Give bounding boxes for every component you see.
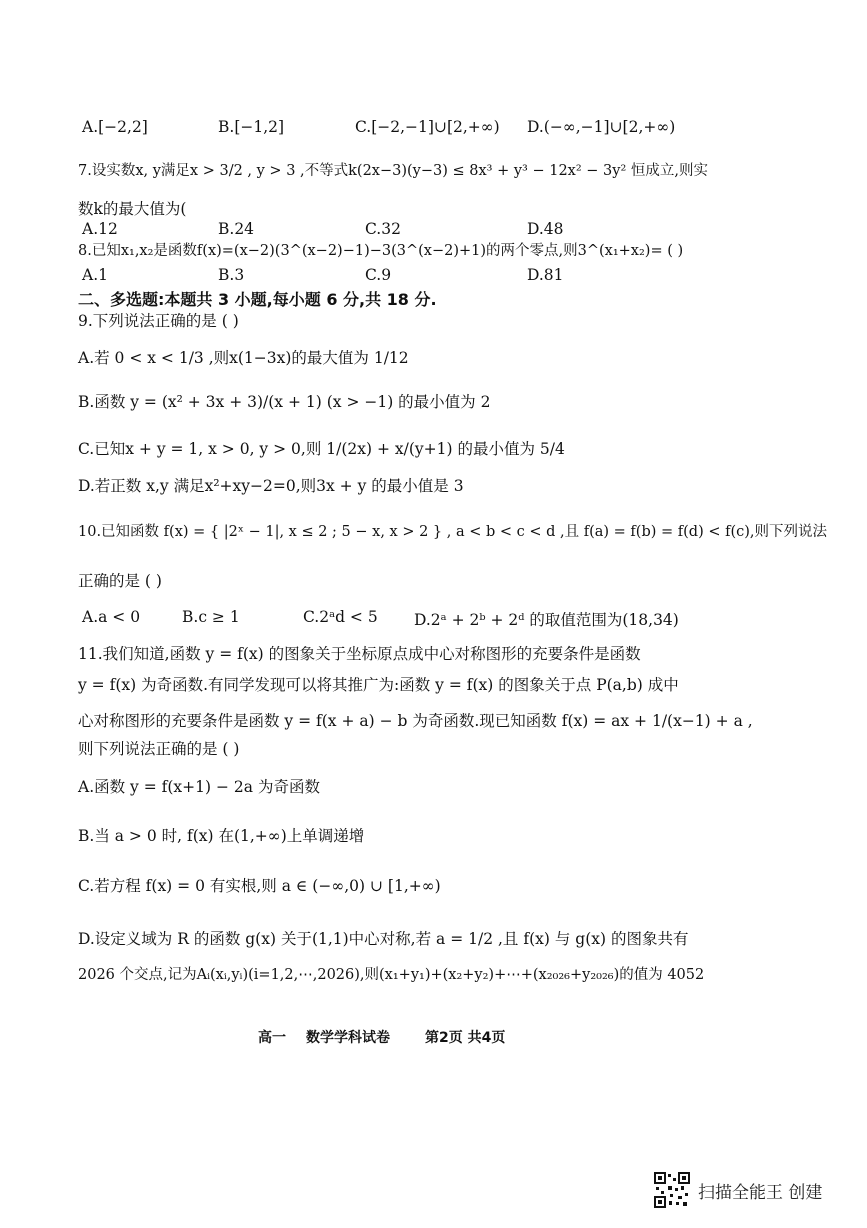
- footer-grade: 高一: [258, 1030, 286, 1046]
- q10-option-d: D.2ᵃ + 2ᵇ + 2ᵈ 的取值范围为(18,34): [414, 611, 679, 629]
- q7-option-c: C.32: [365, 220, 401, 238]
- q10-option-c: C.2ᵃd < 5: [303, 608, 378, 626]
- footer-subject: 数学学科试卷: [306, 1030, 390, 1046]
- q9-option-c: C.已知x + y = 1, x > 0, y > 0,则 1/(2x) + x/(y+1) 的最小值为 5/4: [78, 440, 565, 458]
- q6-option-b: B.[−1,2]: [218, 118, 285, 136]
- q8-option-d: D.81: [527, 266, 564, 284]
- footer-page: 第2页 共4页: [425, 1030, 506, 1046]
- q8-option-a: A.1: [82, 266, 108, 284]
- q10-stem-line1: 10.已知函数 f(x) = { |2ˣ − 1|, x ≤ 2 ; 5 − x, x > 2 } , a < b < c < d ,且 f(a) = f(b) = f(d) < f(c),则下列说法: [78, 524, 828, 540]
- q7-option-a: A.12: [82, 220, 118, 238]
- q7-stem-line1: 7.设实数x, y满足x > 3/2 , y > 3 ,不等式k(2x−3)(y−3) ≤ 8x³ + y³ − 12x² − 3y² 恒成立,则实: [78, 163, 708, 179]
- q11-stem-line3: 心对称图形的充要条件是函数 y = f(x + a) − b 为奇函数.现已知函数 f(x) = ax + 1/(x−1) + a ,: [78, 712, 753, 730]
- q8-option-b: B.3: [218, 266, 245, 284]
- q6-option-d: D.(−∞,−1]∪[2,+∞): [527, 118, 676, 136]
- q9-option-d: D.若正数 x,y 满足x²+xy−2=0,则3x + y 的最小值是 3: [78, 477, 464, 495]
- q7-option-b: B.24: [218, 220, 255, 238]
- q11-option-c: C.若方程 f(x) = 0 有实根,则 a ∈ (−∞,0) ∪ [1,+∞): [78, 877, 441, 895]
- q8-stem: 8.已知x₁,x₂是函数f(x)=(x−2)(3^(x−2)−1)−3(3^(x−2)+1)的两个零点,则3^(x₁+x₂)= ( ): [78, 243, 684, 259]
- q9-stem: 9.下列说法正确的是 ( ): [78, 312, 239, 330]
- q11-stem-line2: y = f(x) 为奇函数.有同学发现可以将其推广为:函数 y = f(x) 的图象关于点 P(a,b) 成中: [78, 676, 679, 694]
- q7-option-d: D.48: [527, 220, 564, 238]
- q11-stem-line4: 则下列说法正确的是 ( ): [78, 740, 240, 758]
- q6-option-a: A.[−2,2]: [82, 118, 148, 136]
- scanner-watermark: [654, 1172, 822, 1208]
- q11-option-d-line2: 2026 个交点,记为Aᵢ(xᵢ,yᵢ)(i=1,2,⋯,2026),则(x₁+y₁)+(x₂+y₂)+⋯+(x₂₀₂₆+y₂₀₂₆)的值为 4052: [78, 967, 705, 983]
- q7-stem-line2: 数k的最大值为(: [78, 200, 187, 218]
- q10-option-b: B.c ≥ 1: [182, 608, 240, 626]
- q11-option-d-line1: D.设定义域为 R 的函数 g(x) 关于(1,1)中心对称,若 a = 1/2 ,且 f(x) 与 g(x) 的图象共有: [78, 930, 689, 948]
- scanner-brand-text: 扫描全能王 创建: [698, 1182, 823, 1203]
- section-2-heading: 二、多选题:本题共 3 小题,每小题 6 分,共 18 分.: [78, 290, 437, 309]
- q10-stem-line2: 正确的是 ( ): [78, 572, 162, 590]
- q9-option-a: A.若 0 < x < 1/3 ,则x(1−3x)的最大值为 1/12: [78, 349, 409, 367]
- q8-option-c: C.9: [365, 266, 392, 284]
- q11-stem-line1: 11.我们知道,函数 y = f(x) 的图象关于坐标原点成中心对称图形的充要条件是函数: [78, 645, 641, 663]
- q10-option-a: A.a < 0: [82, 608, 141, 626]
- q9-option-b: B.函数 y = (x² + 3x + 3)/(x + 1) (x > −1) 的最小值为 2: [78, 393, 491, 411]
- qr-code-icon: [654, 1172, 690, 1208]
- q11-option-a: A.函数 y = f(x+1) − 2a 为奇函数: [78, 778, 320, 796]
- q11-option-b: B.当 a > 0 时, f(x) 在(1,+∞)上单调递增: [78, 827, 365, 845]
- q6-option-c: C.[−2,−1]∪[2,+∞): [355, 118, 500, 136]
